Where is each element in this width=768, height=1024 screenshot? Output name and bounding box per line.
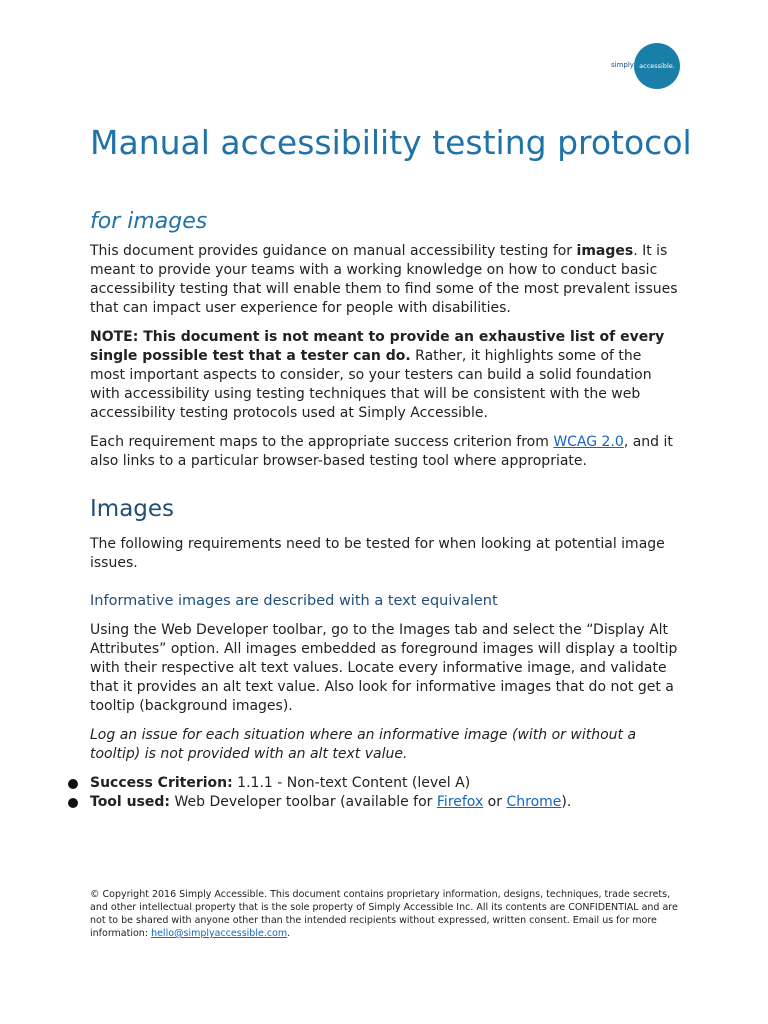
requirement-log: Log an issue for each situation where an informative image (with or without a tooltip) is not provided with an alt text value. (90, 727, 637, 762)
tool-prefix: Web Developer toolbar (available for (170, 794, 437, 810)
intro-text-1: This document provides guidance on manual accessibility testing for (90, 243, 577, 259)
mapping-text-1: Each requirement maps to the appropriate success criterion from (90, 434, 554, 450)
note-label: NOTE: (90, 329, 144, 345)
tool-suffix: ). (561, 794, 572, 810)
logo-simply-text: simply (611, 61, 634, 69)
mapping-paragraph (90, 433, 680, 471)
footer-text: © Copyright 2016 Simply Accessible. This document contains proprietary information, designs, techniques, trade secrets, and other intellectual property that is the sole property of Simply Accessible Inc. All its contents are CONFIDENTIAL and are not to be shared with anyone other than the intended recipients without expressed, written consent. Email us for more information: (90, 889, 678, 939)
bullet-icon (68, 798, 78, 808)
requirement-heading: Informative images are described with a text equivalent (90, 593, 498, 609)
copyright-footer (90, 888, 680, 940)
document-title: Manual accessibility testing protocol (90, 123, 692, 162)
logo-accessible-text: accessible. (639, 62, 675, 70)
note-bold: This document is not meant to provide an exhaustive list of every single possible test that a tester can do. (90, 329, 665, 364)
document-subtitle: for images (90, 209, 208, 234)
footer-end: . (287, 928, 291, 939)
document-body (90, 242, 680, 812)
note-paragraph (90, 328, 680, 423)
intro-bold: images (576, 243, 634, 259)
mapping-text-2: , and it also links to a particular browser-based testing tool where appropriate. (90, 434, 673, 469)
chrome-link[interactable]: Chrome (506, 794, 562, 810)
tool-or: or (483, 794, 507, 810)
simply-accessible-logo (604, 40, 682, 96)
logo-circle (634, 43, 680, 89)
requirement-body: Using the Web Developer toolbar, go to the Images tab and select the “Display Alt Attributes” option. All images embedded as foreground images will display a tooltip with their respective alt text values. Locate every informative image, and validate that it provides an alt text value. Also look for informative images that do not get a tooltip (background images). (90, 622, 678, 714)
criterion-value: 1.1.1 - Non-text Content (level A) (232, 775, 471, 791)
email-link[interactable]: hello@simplyaccessible.com (151, 928, 288, 939)
firefox-link[interactable]: Firefox (436, 794, 484, 810)
requirement-meta-list (68, 774, 680, 812)
list-item-tool (68, 793, 680, 812)
note-rest: Rather, it highlights some of the most important aspects to consider, so your testers can build a solid foundation with accessibility using testing techniques that will be consistent with the web accessibility testing protocols used at Simply Accessible. (90, 348, 652, 421)
section-heading-images: Images (90, 496, 175, 522)
criterion-label: Success Criterion: (90, 775, 233, 791)
tool-label: Tool used: (90, 794, 171, 810)
intro-text-2: . It is meant to provide your teams with a working knowledge on how to conduct basic accessibility testing that will enable them to find some of the most prevalent issues that can impact user experience for people with disabilities. (90, 243, 678, 316)
intro-paragraph (90, 242, 680, 318)
section-intro: The following requirements need to be tested for when looking at potential image issues. (90, 536, 665, 571)
list-item-criterion (68, 774, 680, 793)
bullet-icon (68, 779, 78, 789)
wcag-link[interactable]: WCAG 2.0 (553, 434, 624, 450)
